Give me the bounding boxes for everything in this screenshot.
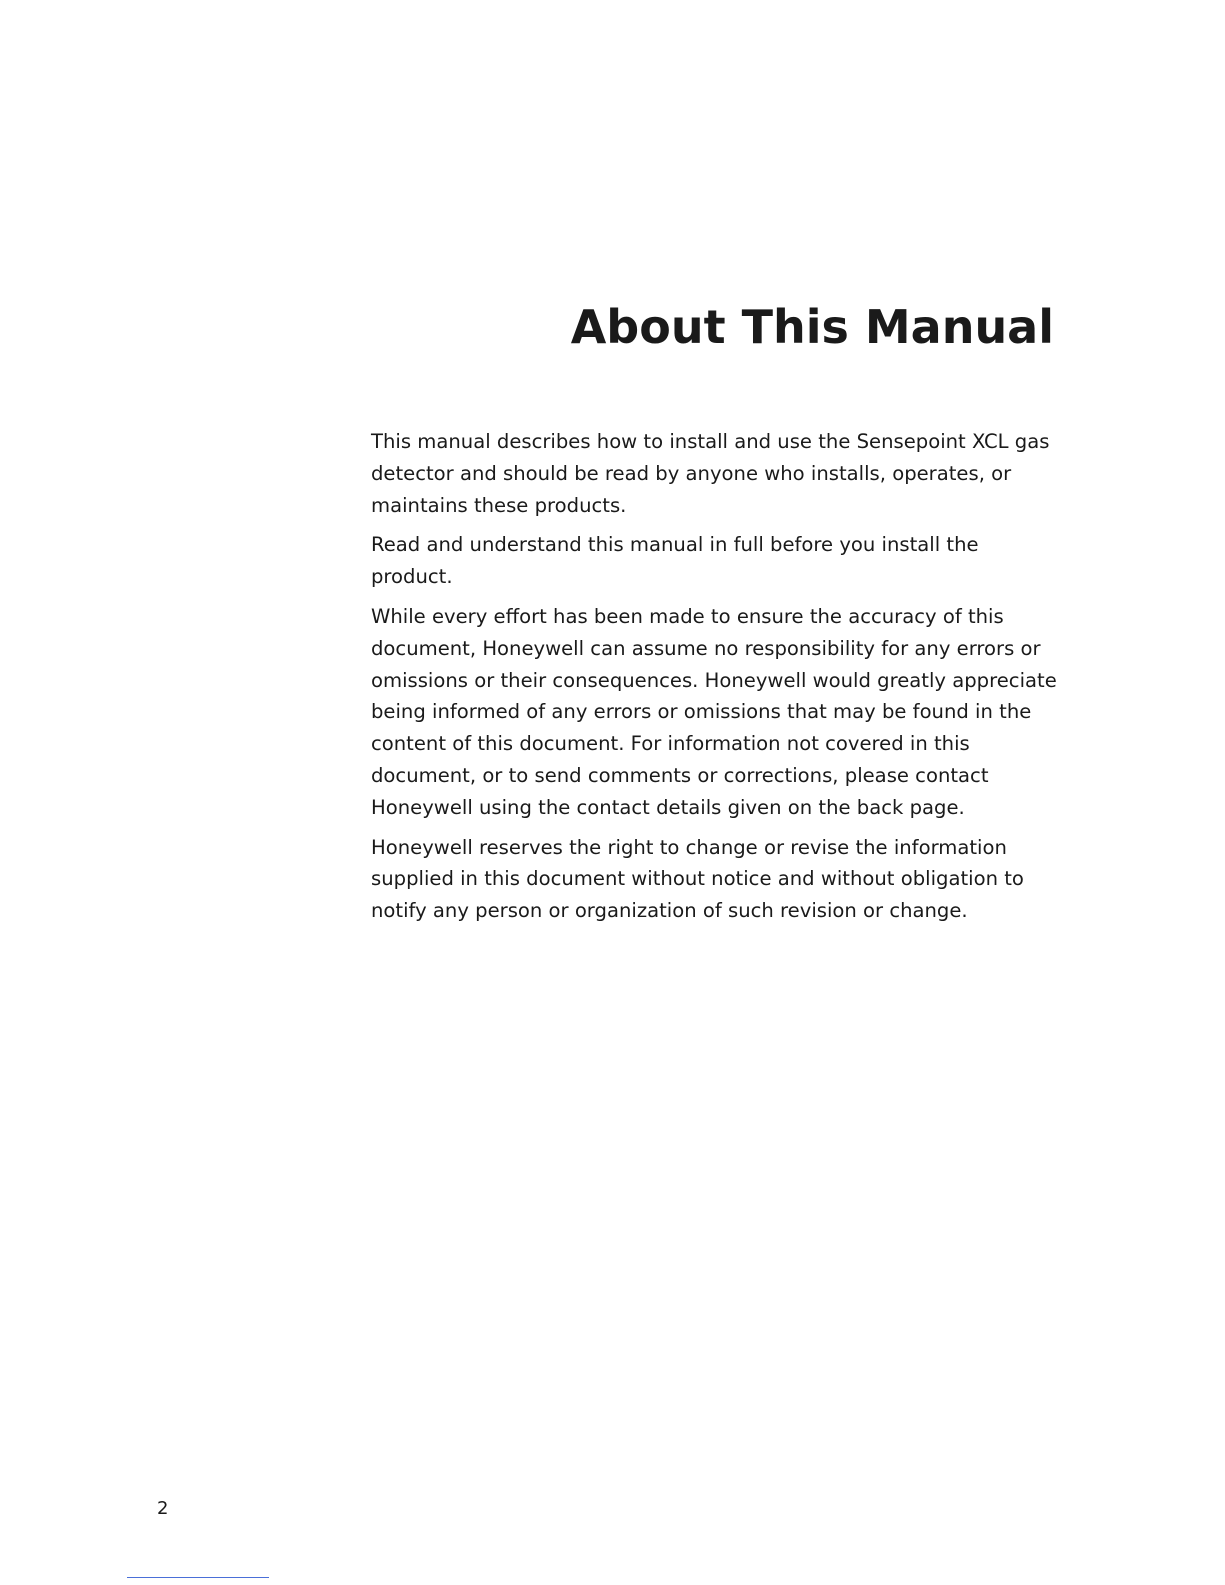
paragraph-revision-notice: Honeywell reserves the right to change or revise the information supplied in this document without notice and without obligation to notify any person or organization of such revision or change.	[371, 835, 1024, 923]
body-text	[371, 426, 1059, 935]
paragraph-read-instruction: Read and understand this manual in full before you install the product.	[371, 533, 979, 589]
page-title: About This Manual	[570, 300, 1054, 354]
paragraph-disclaimer: While every effort has been made to ensure the accuracy of this document, Honeywell can assume no responsibility for any errors or omissions or their consequences. Honeywell would greatly appreciate being informed of any errors or omissions that may be found in the content of this document. For information not covered in this document, or to send comments or corrections, please contact Honeywell using the contact details given on the back page.	[371, 604, 1057, 819]
page-number: 2	[157, 1498, 169, 1519]
paragraph-intro: This manual describes how to install and use the Sensepoint XCL gas detector and should be read by anyone who installs, operates, or maintains these products.	[371, 430, 1050, 517]
link-underline[interactable]	[127, 1577, 269, 1578]
